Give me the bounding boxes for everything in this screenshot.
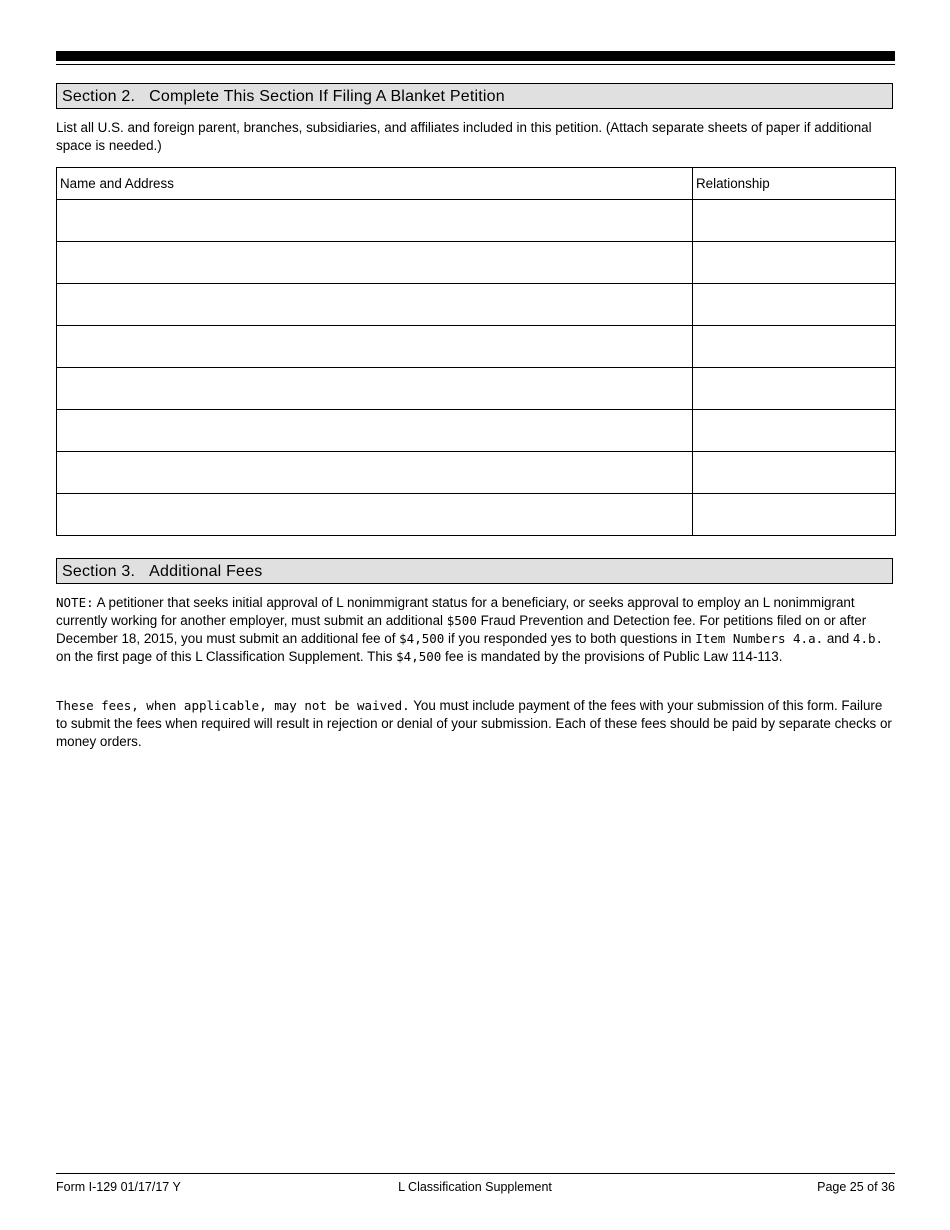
waiver-text: You must include payment of the fees with your submission of this form. Failure to submit the fees when required will result in rejection or denial of your submission. Each of these fees should be paid by separate checks or money orders. (56, 698, 892, 749)
top-rule-thick (56, 51, 895, 61)
footer-title: L Classification Supplement (398, 1180, 552, 1194)
section-2-header (56, 83, 893, 109)
section-2-number: Section 2. (62, 88, 136, 105)
relationship-field[interactable] (693, 368, 896, 410)
table-row (57, 494, 896, 536)
footer-page-number: Page 25 of 36 (817, 1180, 895, 1194)
item-number-4b-ref: 4.b. (852, 631, 884, 646)
name-address-field[interactable] (57, 284, 693, 326)
fee-waiver-paragraph (56, 697, 892, 751)
table-header-row (57, 168, 896, 200)
name-address-field[interactable] (57, 200, 693, 242)
note-text-3: if you responded yes to both questions in (444, 631, 696, 646)
name-address-field[interactable] (57, 410, 693, 452)
relationship-field[interactable] (693, 242, 896, 284)
name-address-field[interactable] (57, 368, 693, 410)
table-row (57, 452, 896, 494)
relationship-field[interactable] (693, 326, 896, 368)
table-row (57, 326, 896, 368)
name-address-field[interactable] (57, 452, 693, 494)
section-3-number: Section 3. (62, 563, 136, 580)
relationship-field[interactable] (693, 284, 896, 326)
note-text-4: and (823, 631, 853, 646)
waiver-emphasis: These fees, when applicable, may not be waived. (56, 698, 410, 713)
table-row (57, 410, 896, 452)
top-rule-thin (56, 64, 895, 65)
note-text-1: A petitioner that seeks initial approval of L nonimmigrant status for a beneficiary, or seeks approval to employ an L nonimmigrant currently working for another employer, must submit an additional (56, 595, 855, 628)
footer-rule (56, 1173, 895, 1174)
relationship-field[interactable] (693, 494, 896, 536)
relationship-field[interactable] (693, 410, 896, 452)
relationship-field[interactable] (693, 200, 896, 242)
column-header-relationship: Relationship (693, 168, 896, 200)
fee-note-paragraph (56, 594, 892, 666)
entities-table (56, 167, 896, 536)
note-text-5: on the first page of this L Classification Supplement. This (56, 649, 397, 664)
note-label: NOTE: (56, 595, 94, 610)
column-header-name-address: Name and Address (57, 168, 693, 200)
name-address-field[interactable] (57, 326, 693, 368)
fee-4500-repeat: $4,500 (396, 649, 442, 664)
relationship-field[interactable] (693, 452, 896, 494)
note-text-2: Fraud Prevention and Detection fee. For petitions filed on or after December 18, 2015, you must submit an additional fee of (56, 613, 867, 646)
table-row (57, 200, 896, 242)
section-3-title: Additional Fees (149, 563, 263, 580)
note-text-6: fee is mandated by the provisions of Public Law 114-113. (441, 649, 783, 664)
table-row (57, 284, 896, 326)
footer-form-id: Form I-129 01/17/17 Y (56, 1180, 181, 1194)
table-row (57, 242, 896, 284)
fee-4500: $4,500 (399, 631, 445, 646)
fee-500: $500 (446, 613, 477, 628)
section-2-instructions: List all U.S. and foreign parent, branches, subsidiaries, and affiliates included in this petition. (Attach separate sheets of paper if additional space is needed.) (56, 120, 872, 153)
section-3-header (56, 558, 893, 584)
name-address-field[interactable] (57, 242, 693, 284)
section-2-title: Complete This Section If Filing A Blanket Petition (149, 88, 505, 105)
name-address-field[interactable] (57, 494, 693, 536)
table-row (57, 368, 896, 410)
item-numbers-ref: Item Numbers 4.a. (695, 631, 824, 646)
